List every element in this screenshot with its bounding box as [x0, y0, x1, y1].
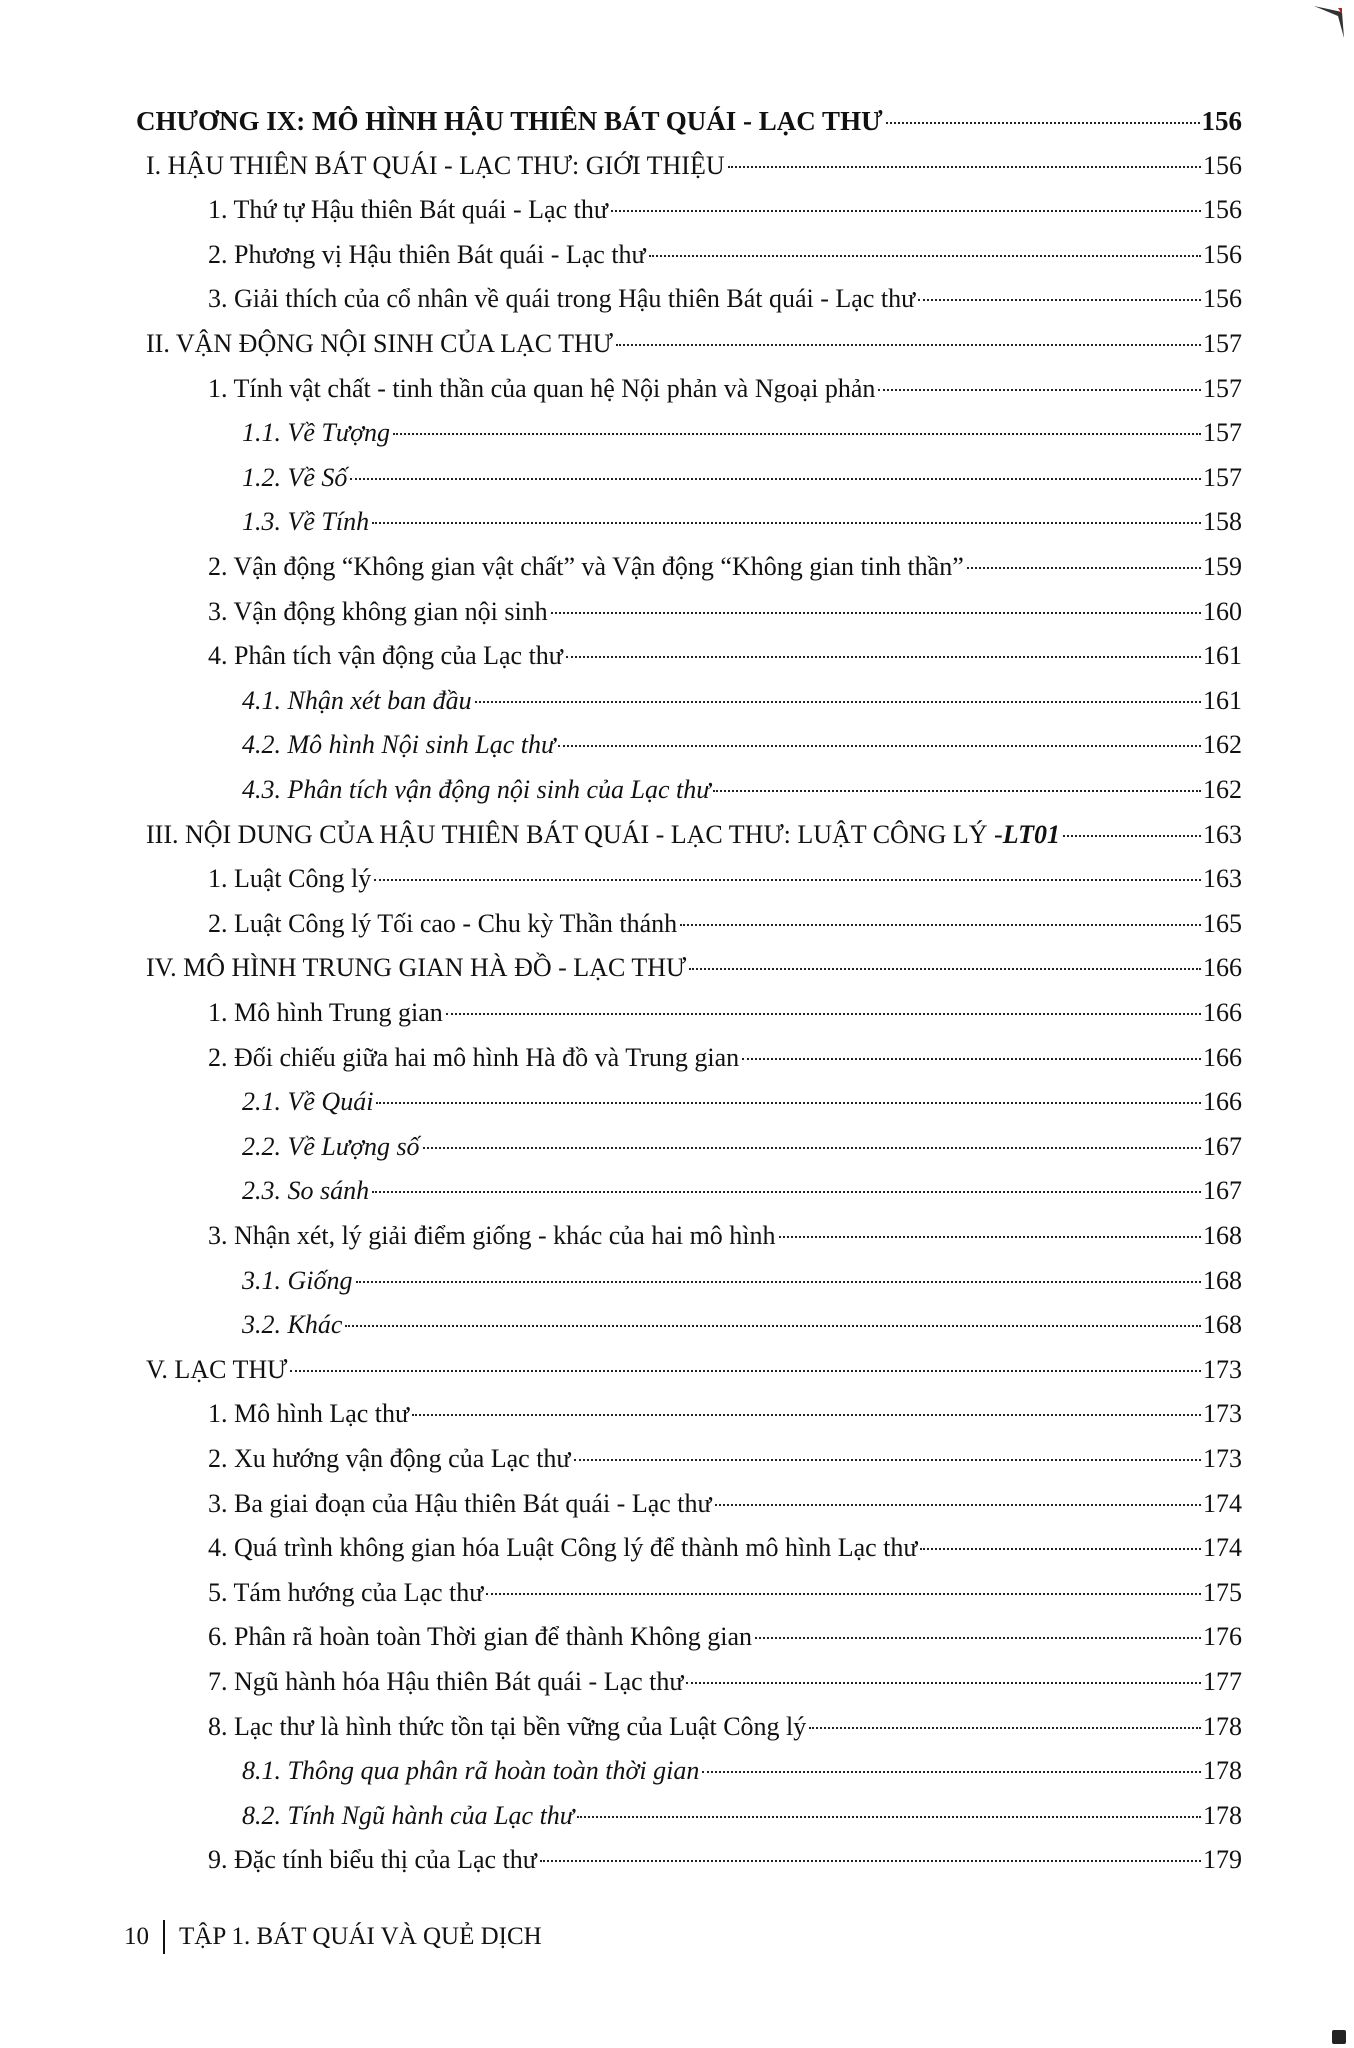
- toc-entry: [146, 148, 1242, 184]
- toc-entry: [208, 371, 1242, 407]
- toc-entry-title: 8.2. Tính Ngũ hành của Lạc thư: [242, 1800, 574, 1830]
- toc-entry-page: 156: [1203, 284, 1242, 314]
- toc-entry-title: 3. Ba giai đoạn của Hậu thiên Bát quái - Lạc thư: [208, 1488, 712, 1518]
- toc-entry-title: 1.3. Về Tính: [242, 507, 370, 537]
- toc-entry: [208, 237, 1242, 273]
- footer-separator: [163, 1920, 165, 1954]
- toc-entry-page: 156: [1203, 239, 1242, 269]
- toc-leader-dots: [446, 1013, 1201, 1015]
- toc-entry-page: 159: [1203, 552, 1242, 581]
- toc-entry-title: 2. Xu hướng vận động của Lạc thư: [208, 1444, 571, 1473]
- toc-entry-page: 178: [1203, 1711, 1242, 1741]
- toc-entry-page: 174: [1203, 1488, 1242, 1518]
- footer-running-title: TẬP 1. BÁT QUÁI VÀ QUẺ DỊCH: [179, 1923, 542, 1950]
- toc-entry: [242, 1129, 1242, 1165]
- toc-entry-title: V. LẠC THƯ: [146, 1354, 288, 1384]
- toc-entry-page: 160: [1203, 596, 1242, 626]
- toc-entry-title: 2. Vận động “Không gian vật chất” và Vận động “Không gian tinh thần”: [208, 552, 964, 581]
- toc-leader-dots: [574, 1459, 1201, 1461]
- toc-entry: [208, 281, 1242, 317]
- toc-entry-title: 4.2. Mô hình Nội sinh Lạc thư: [242, 730, 556, 760]
- toc-entry: [242, 1263, 1242, 1299]
- toc-leader-dots: [742, 1058, 1201, 1060]
- toc-entry-page: 177: [1203, 1667, 1242, 1696]
- page-corner-mark: [1308, 2, 1348, 42]
- toc-leader-dots: [686, 1682, 1201, 1684]
- toc-leader-dots: [616, 344, 1201, 346]
- toc-entry-title: 5. Tám hướng của Lạc thư: [208, 1577, 484, 1607]
- toc-entry: [208, 1575, 1242, 1611]
- toc-entry: [146, 817, 1242, 853]
- toc-entry: [208, 1218, 1242, 1254]
- toc-entry-title: CHƯƠNG IX: MÔ HÌNH HẬU THIÊN BÁT QUÁI - LẠC THƯ: [136, 106, 883, 136]
- toc-entry-page: 157: [1203, 373, 1242, 403]
- toc-entry: [208, 594, 1242, 630]
- toc-leader-dots: [809, 1727, 1201, 1729]
- toc-leader-dots: [290, 1370, 1201, 1372]
- toc-entry-title: 1.1. Về Tượng: [242, 418, 390, 448]
- toc-entry-page: 175: [1203, 1577, 1242, 1607]
- toc-entry-title: 1. Thứ tự Hậu thiên Bát quái - Lạc thư: [208, 195, 608, 225]
- toc-entry: [146, 326, 1242, 362]
- toc-leader-dots: [372, 1191, 1201, 1193]
- toc-entry: [208, 1441, 1242, 1477]
- toc-leader-dots: [345, 1325, 1201, 1327]
- toc-entry: [208, 861, 1242, 897]
- toc-entry-page: 163: [1203, 819, 1242, 849]
- toc-entry: [242, 1753, 1242, 1789]
- toc-entry-title: 4.3. Phân tích vận động nội sinh của Lạc thư: [242, 775, 711, 804]
- toc-leader-dots: [423, 1147, 1201, 1149]
- page-footer: [124, 1920, 542, 1954]
- toc-leader-dots: [350, 478, 1201, 480]
- toc-entry-page: 173: [1203, 1399, 1242, 1429]
- toc-entry: [242, 1173, 1242, 1209]
- toc-entry: [208, 1396, 1242, 1432]
- toc-entry-title: 3. Nhận xét, lý giải điểm giống - khác của hai mô hình: [208, 1221, 776, 1250]
- toc-leader-dots: [689, 968, 1201, 970]
- toc-entry-title: 2.2. Về Lượng số: [242, 1131, 420, 1161]
- toc-entry-title: 1.2. Về Số: [242, 462, 348, 492]
- toc-entry-page: 179: [1203, 1845, 1242, 1875]
- toc-leader-dots: [918, 299, 1201, 301]
- toc-entry-title: 1. Luật Công lý: [208, 864, 372, 894]
- toc-entry-page: 176: [1203, 1622, 1242, 1652]
- toc-leader-dots: [713, 790, 1201, 792]
- toc-entry-title: 3.2. Khác: [242, 1310, 343, 1340]
- toc-entry-page: 166: [1203, 953, 1242, 983]
- toc-entry: [242, 1307, 1242, 1343]
- toc-entry-title: 8. Lạc thư là hình thức tồn tại bền vững của Luật Công lý: [208, 1711, 807, 1741]
- toc-entry: [208, 549, 1242, 585]
- toc-entry-title: II. VẬN ĐỘNG NỘI SINH CỦA LẠC THƯ: [146, 329, 613, 358]
- toc-entry-page: 167: [1203, 1131, 1242, 1161]
- toc-leader-dots: [728, 166, 1201, 168]
- toc-entry: [208, 1040, 1242, 1076]
- toc-leader-dots: [920, 1548, 1201, 1550]
- toc-entry-page: 166: [1203, 1042, 1242, 1072]
- toc-entry-page: 161: [1203, 641, 1242, 671]
- toc-leader-dots: [540, 1860, 1201, 1862]
- toc-entry: [146, 1352, 1242, 1388]
- toc-entry-title: III. NỘI DUNG CỦA HẬU THIÊN BÁT QUÁI - LẠC THƯ: LUẬT CÔNG LÝ -: [146, 819, 1003, 849]
- toc-entry-title: 2.3. So sánh: [242, 1176, 370, 1206]
- toc-leader-dots: [376, 1102, 1201, 1104]
- toc-entry-page: 178: [1203, 1756, 1242, 1786]
- toc-leader-dots: [649, 255, 1201, 257]
- footer-page-number: 10: [124, 1923, 149, 1950]
- toc-entry-page: 174: [1203, 1533, 1242, 1563]
- toc-entry-page: 173: [1203, 1354, 1242, 1384]
- toc-leader-dots: [558, 745, 1201, 747]
- toc-leader-dots: [393, 433, 1201, 435]
- toc-entry: [242, 1798, 1242, 1834]
- toc-entry-page: 156: [1201, 106, 1242, 136]
- toc-entry: [242, 1084, 1242, 1120]
- toc-entry-page: 173: [1203, 1444, 1242, 1473]
- toc-entry: [242, 727, 1242, 763]
- toc-entry-title: 4. Quá trình không gian hóa Luật Công lý để thành mô hình Lạc thư: [208, 1533, 918, 1563]
- toc-entry-title: 7. Ngũ hành hóa Hậu thiên Bát quái - Lạc thư: [208, 1667, 684, 1696]
- toc-leader-dots: [412, 1414, 1201, 1416]
- toc-entry: [208, 1842, 1242, 1878]
- toc-entry: [146, 950, 1242, 986]
- toc-entry-page: 163: [1203, 864, 1242, 894]
- toc-entry-title: 4. Phân tích vận động của Lạc thư: [208, 641, 563, 671]
- toc-entry: [242, 504, 1242, 540]
- toc-entry-code: LT01: [1002, 819, 1060, 849]
- toc-entry-title: 1. Mô hình Trung gian: [208, 998, 443, 1027]
- toc-entry-title: I. HẬU THIÊN BÁT QUÁI - LẠC THƯ: GIỚI THIỆU: [146, 150, 725, 180]
- toc-entry-title: 4.1. Nhận xét ban đầu: [242, 685, 472, 715]
- toc-entry-title: 2. Luật Công lý Tối cao - Chu kỳ Thần thánh: [208, 908, 678, 938]
- bottom-corner-mark: [1332, 2030, 1346, 2044]
- toc-entry-page: 165: [1203, 908, 1242, 938]
- toc-entry-page: 166: [1203, 1087, 1242, 1117]
- toc-entry-title: 6. Phân rã hoàn toàn Thời gian để thành Không gian: [208, 1622, 752, 1652]
- toc-leader-dots: [551, 612, 1201, 614]
- toc-entry-page: 157: [1203, 329, 1242, 358]
- toc-entry: [242, 772, 1242, 808]
- toc-entry-page: 166: [1203, 998, 1242, 1027]
- toc-leader-dots: [611, 210, 1201, 212]
- toc-leader-dots: [374, 879, 1201, 881]
- toc-entry: [208, 1486, 1242, 1522]
- toc-leader-dots: [356, 1281, 1202, 1283]
- toc-entry: [208, 995, 1242, 1031]
- toc-leader-dots: [715, 1504, 1201, 1506]
- toc-entry-title: 2. Phương vị Hậu thiên Bát quái - Lạc thư: [208, 239, 646, 269]
- toc-entry: [208, 1709, 1242, 1745]
- toc-entry: [208, 1619, 1242, 1655]
- toc-entry-title: 3. Vận động không gian nội sinh: [208, 596, 548, 626]
- toc-entry: [242, 683, 1242, 719]
- toc-entry: [242, 415, 1242, 451]
- toc-entry-title: 3.1. Giống: [242, 1265, 353, 1295]
- toc-leader-dots: [486, 1593, 1201, 1595]
- toc-entry-page: 167: [1203, 1176, 1242, 1206]
- toc-leader-dots: [680, 924, 1201, 926]
- toc-entry-page: 156: [1203, 150, 1242, 180]
- toc-entry-title: 1. Mô hình Lạc thư: [208, 1399, 410, 1429]
- toc-entry-page: 168: [1203, 1221, 1242, 1250]
- toc-entry-title: 2. Đối chiếu giữa hai mô hình Hà đồ và Trung gian: [208, 1042, 740, 1072]
- toc-entry: [208, 1530, 1242, 1566]
- toc-leader-dots: [702, 1771, 1201, 1773]
- toc-entry-title: 3. Giải thích của cổ nhân về quái trong Hậu thiên Bát quái - Lạc thư: [208, 284, 916, 314]
- toc-leader-dots: [755, 1637, 1201, 1639]
- toc-leader-dots: [475, 701, 1201, 703]
- toc-entry-page: 161: [1203, 685, 1242, 715]
- toc-entry: [208, 1664, 1242, 1700]
- toc-leader-dots: [779, 1236, 1201, 1238]
- toc-leader-dots: [878, 389, 1201, 391]
- toc-leader-dots: [372, 522, 1201, 524]
- toc-leader-dots: [577, 1816, 1201, 1818]
- toc-entry-page: 157: [1203, 462, 1242, 492]
- toc-leader-dots: [886, 122, 1200, 124]
- toc-entry: [242, 460, 1242, 496]
- toc-entry-title: 2.1. Về Quái: [242, 1087, 374, 1117]
- toc-entry-page: 168: [1203, 1265, 1242, 1295]
- toc-entry-title: 8.1. Thông qua phân rã hoàn toàn thời gian: [242, 1756, 700, 1786]
- toc-leader-dots: [967, 567, 1201, 569]
- toc-entry-title: IV. MÔ HÌNH TRUNG GIAN HÀ ĐỒ - LẠC THƯ: [146, 953, 687, 983]
- toc-entry-page: 158: [1203, 507, 1242, 537]
- toc-entry-page: 156: [1203, 195, 1242, 225]
- toc-entry: [136, 103, 1242, 139]
- toc-entry: [208, 638, 1242, 674]
- toc-entry-page: 168: [1203, 1310, 1242, 1340]
- toc-entry-page: 162: [1203, 730, 1242, 760]
- toc-entry-page: 162: [1203, 775, 1242, 804]
- toc-leader-dots: [1063, 835, 1201, 837]
- toc-leader-dots: [566, 656, 1201, 658]
- toc-entry: [208, 906, 1242, 942]
- toc-entry: [208, 192, 1242, 228]
- toc-entry-title: 1. Tính vật chất - tinh thần của quan hệ Nội phản và Ngoại phản: [208, 373, 876, 403]
- toc-entry-page: 157: [1203, 418, 1242, 448]
- toc-entry-page: 178: [1203, 1800, 1242, 1830]
- toc-entry-title: 9. Đặc tính biểu thị của Lạc thư: [208, 1845, 537, 1875]
